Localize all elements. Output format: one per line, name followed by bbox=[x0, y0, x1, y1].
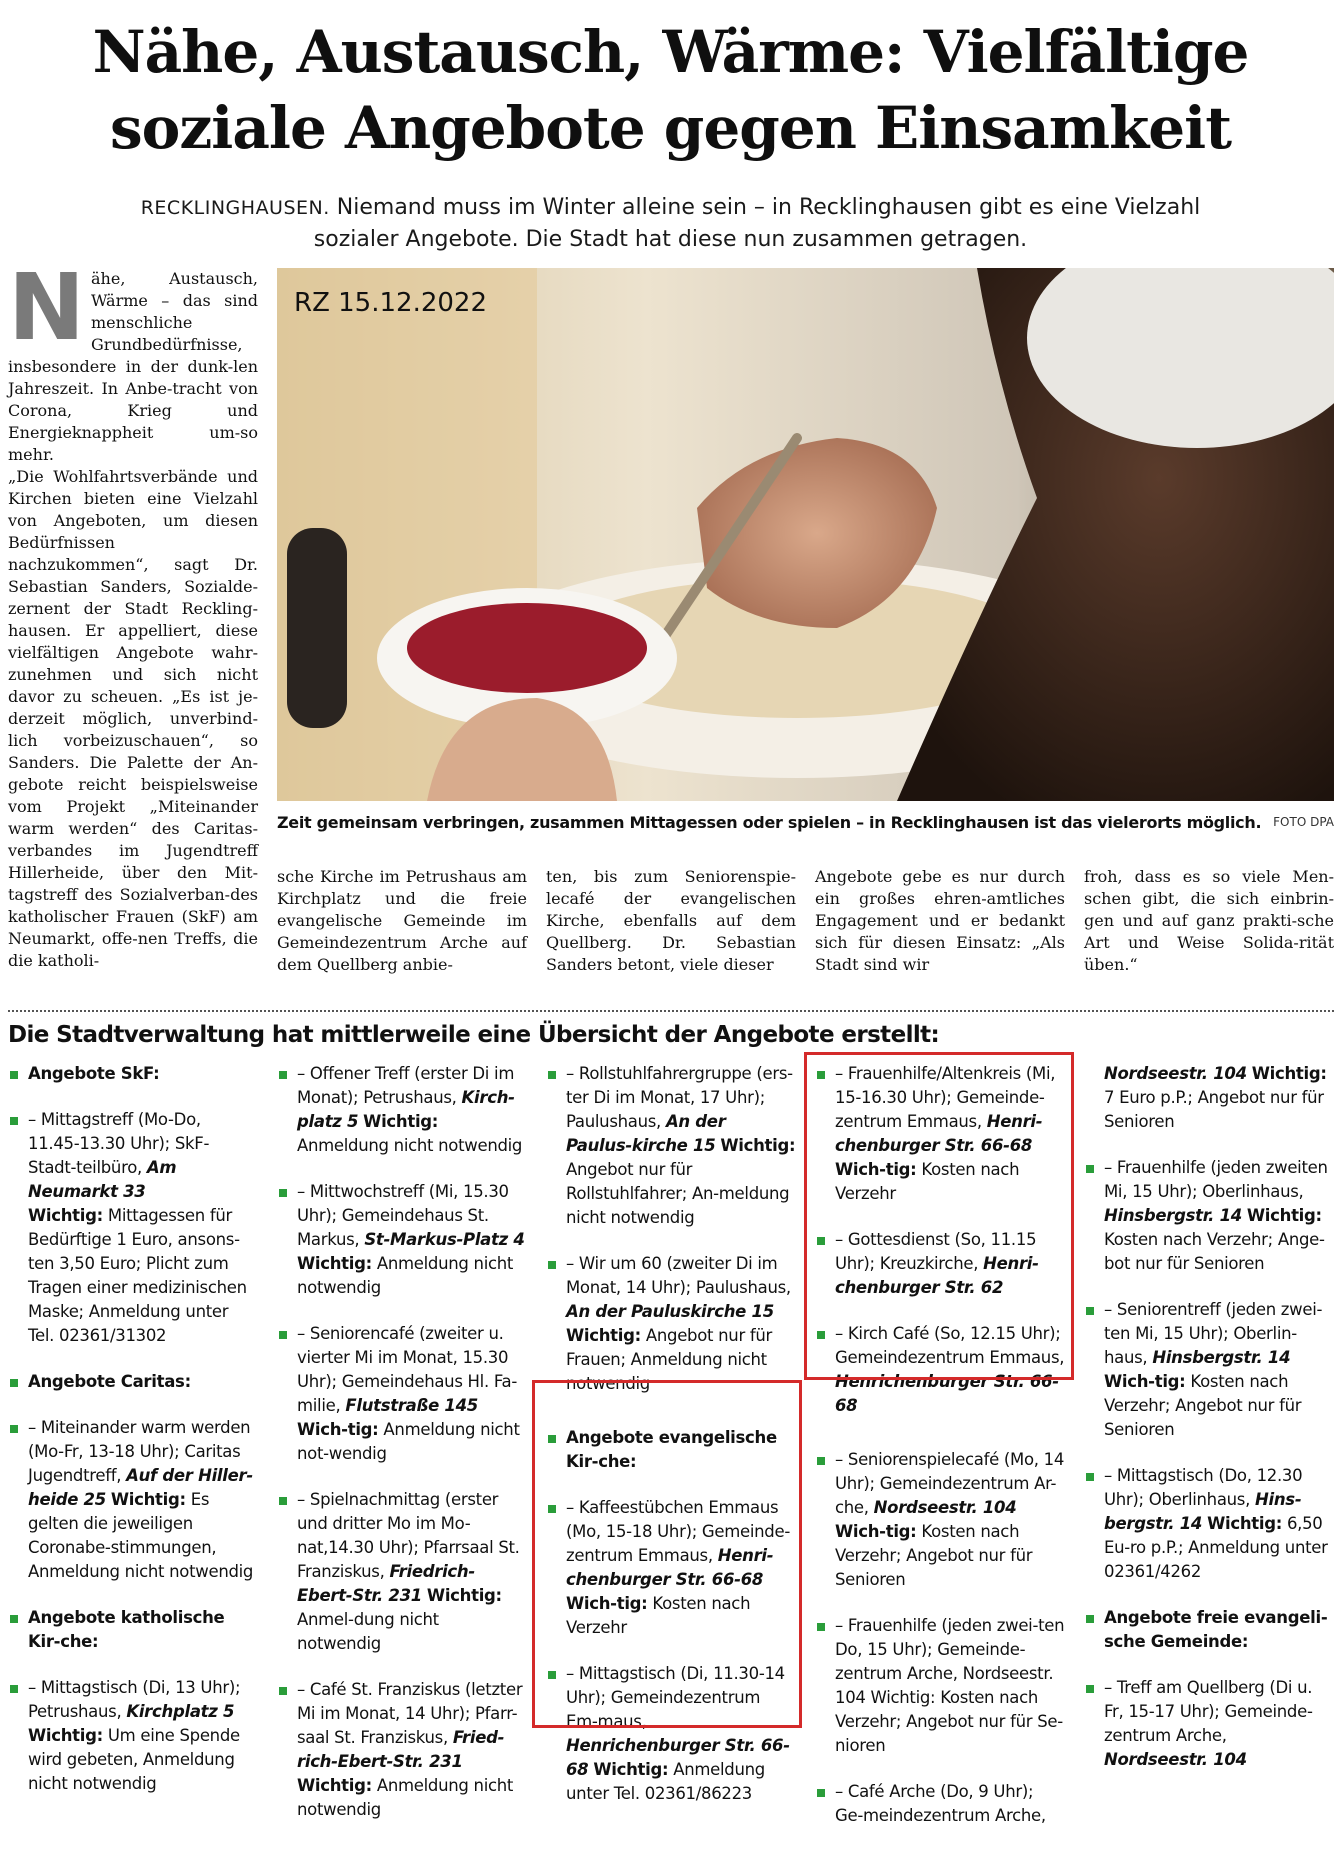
overview-heading-free-church: Angebote freie evangeli-sche Gemeinde: bbox=[1084, 1606, 1334, 1654]
headline bbox=[0, 14, 1341, 166]
overview-item: – Mittagstisch (Do, 12.30 Uhr); Oberlinhaus, Hins-bergstr. 14 Wichtig: 6,50 Eu-ro p.P.; Anmeldung unter 02361/4262 bbox=[1084, 1464, 1334, 1584]
article-column-2: sche Kirche im Petrushaus am Kirchplatz und die freie evangelische Gemeinde im Gemeindezentrum Arche auf dem Quellberg anbie- bbox=[277, 867, 527, 974]
overview-item: – Rollstuhlfahrergruppe (ers-ter Di im Monat, 17 Uhr); Paulushaus, An der Paulus-kirche 15 Wichtig: Angebot nur für Rollstuhlfahrer; An-meldung nicht notwendig bbox=[546, 1062, 796, 1230]
overview-item-continued: Nordseestr. 104 Wichtig: 7 Euro p.P.; Angebot nur für Senioren bbox=[1104, 1064, 1327, 1131]
overview-column-1 bbox=[8, 1062, 256, 1818]
section-divider bbox=[8, 1010, 1334, 1012]
overview-heading-protestant: Angebote evangelische Kir-che: bbox=[546, 1426, 796, 1474]
photo-date-label: RZ 15.12.2022 bbox=[294, 288, 488, 318]
article-photo bbox=[277, 268, 1334, 801]
overview-item: – Frauenhilfe (jeden zweiten Mi, 15 Uhr); Oberlinhaus, Hinsbergstr. 14 Wichtig: Kosten nach Verzehr; Ange-bot nur für Senioren bbox=[1084, 1156, 1334, 1276]
overview-item: – Frauenhilfe (jeden zwei-ten Do, 15 Uhr); Gemeinde-zentrum Arche, Nordseestr. 104 Wichtig: Kosten nach Verzehr; Angebot nur für Se-nioren bbox=[815, 1614, 1065, 1758]
article-column-3: ten, bis zum Seniorenspie-lecafé der evangelischen Kirche, ebenfalls auf dem Quellberg. Dr. Sebastian Sanders betont, viele dieser bbox=[546, 867, 796, 974]
overview-item: – Treff am Quellberg (Di u. Fr, 15-17 Uhr); Gemeinde-zentrum Arche, Nordseestr. 104 bbox=[1084, 1676, 1334, 1772]
lead-text-1: Niemand muss im Winter alleine sein – in Recklinghausen gibt es eine Vielzahl bbox=[329, 195, 1201, 220]
highlight-box-emmaus-1 bbox=[532, 1380, 802, 1728]
lead-paragraph bbox=[60, 192, 1281, 256]
article-column-5: froh, dass es so viele Men-schen gibt, die sich einbrin-gen und auf ganz prakti-sche Art und Weise Solida-rität üben.“ bbox=[1084, 867, 1334, 974]
overview-title: Die Stadtverwaltung hat mittlerweile eine Übersicht der Angebote erstellt: bbox=[8, 1022, 940, 1048]
article-paragraph-1: ähe, Austausch, Wärme – das sind menschliche Grundbedürfnisse, insbesondere in der dunk-len Jahreszeit. In Anbe-tracht von Corona, Krieg und Energieknappheit um-so mehr. bbox=[8, 269, 258, 464]
headline-line-1: Nähe, Austausch, Wärme: Vielfältige bbox=[92, 18, 1249, 86]
dropcap: N bbox=[8, 254, 85, 361]
article-column-4: Angebote gebe es nur durch ein großes ehren-amtliches Engagement und er bedankt sich für diesen Einsatz: „Als Stadt sind wir bbox=[815, 867, 1065, 974]
overview-heading-skf: Angebote SkF: bbox=[8, 1062, 256, 1086]
overview-item: – Spielnachmittag (erster und dritter Mo im Mo-nat,14.30 Uhr); Pfarrsaal St. Franziskus, Friedrich-Ebert-Str. 231 Wichtig: Anmel-dung nicht notwendig bbox=[277, 1488, 527, 1656]
photo-illustration bbox=[277, 268, 1334, 801]
overview-item: – Mittwochstreff (Mi, 15.30 Uhr); Gemeindehaus St. Markus, St-Markus-Platz 4 Wichtig: Anmeldung nicht notwendig bbox=[277, 1180, 527, 1300]
overview-item: – Gottesdienst (So, 11.15 Uhr); Kreuzkirche, Henri-chenburger Str. 62 bbox=[815, 1228, 1065, 1300]
lead-location: RECKLINGHAUSEN. bbox=[140, 197, 330, 219]
lead-text-2: sozialer Angebote. Die Stadt hat diese nun zusammen getragen. bbox=[313, 227, 1028, 252]
overview-item: – Mittagstreff (Mo-Do, 11.45-13.30 Uhr); SkF-Stadt-teilbüro, Am Neumarkt 33 Wichtig: Mittagessen für Bedürftige 1 Euro, ansons-ten 3,50 Euro; Plicht zum Tragen einer medizinischen Maske; Anmeldung unter Tel. 02361/31302 bbox=[8, 1108, 256, 1348]
overview-heading-caritas: Angebote Caritas: bbox=[8, 1370, 256, 1394]
overview-item: – Seniorenspielecafé (Mo, 14 Uhr); Gemeindezentrum Ar-che, Nordseestr. 104 Wich-tig: Kosten nach Verzehr; Angebot nur für Senioren bbox=[815, 1448, 1065, 1592]
overview-item: – Kirch Café (So, 12.15 Uhr); Gemeindezentrum Emmaus, Henrichenburger Str. 66-68 bbox=[815, 1322, 1065, 1418]
overview-item: – Seniorentreff (jeden zwei-ten Mi, 15 Uhr); Oberlin-haus, Hinsbergstr. 14 Wich-tig: Kosten nach Verzehr; Angebot nur für Senioren bbox=[1084, 1298, 1334, 1442]
headline-line-2: soziale Angebote gegen Einsamkeit bbox=[110, 94, 1231, 162]
overview-item: – Café St. Franziskus (letzter Mi im Monat, 14 Uhr); Pfarr-saal St. Franziskus, Fried-rich-Ebert-Str. 231 Wichtig: Anmeldung nicht notwendig bbox=[277, 1678, 527, 1822]
overview-heading-catholic: Angebote katholische Kir-che: bbox=[8, 1606, 256, 1654]
overview-item: – Mittagstisch (Di, 13 Uhr); Petrushaus, Kirchplatz 5 Wichtig: Um eine Spende wird gebeten, Anmeldung nicht notwendig bbox=[8, 1676, 256, 1796]
overview-column-5 bbox=[1084, 1062, 1334, 1794]
overview-item: – Frauenhilfe/Altenkreis (Mi, 15-16.30 Uhr); Gemeinde-zentrum Emmaus, Henri-chenburger Str. 66-68 Wich-tig: Kosten nach Verzehr bbox=[815, 1062, 1065, 1206]
photo-caption: Zeit gemeinsam verbringen, zusammen Mittagessen oder spielen – in Recklinghausen ist das vielerorts möglich. bbox=[277, 813, 1262, 832]
overview-item: – Offener Treff (erster Di im Monat); Petrushaus, Kirch-platz 5 Wichtig: Anmeldung nicht notwendig bbox=[277, 1062, 527, 1158]
overview-item: – Kaffeestübchen Emmaus (Mo, 15-18 Uhr); Gemeinde-zentrum Emmaus, Henri-chenburger Str. 66-68 Wich-tig: Kosten nach Verzehr bbox=[546, 1496, 796, 1640]
overview-column-2 bbox=[277, 1062, 527, 1844]
overview-item: – Miteinander warm werden (Mo-Fr, 13-18 Uhr); Caritas Jugendtreff, Auf der Hiller-heide 25 Wichtig: Es gelten die jeweiligen Coronabe-stimmungen, Anmeldung nicht notwendig bbox=[8, 1416, 256, 1584]
article-paragraph-2: „Die Wohlfahrtsverbände und Kirchen bieten eine Vielzahl von Angeboten, um diesen Bedürfnissen nachzukommen“, sagt Dr. Sebastian Sanders, Sozialde-zernent der Stadt Reckling-hausen. Er appelliert, diese vielfältigen Angebote wahr-zunehmen und sich nicht davor zu scheuen. „Es ist je-derzeit möglich, unverbind-lich vorbeizuschauen“, so Sanders. Die Palette der An-gebote reicht beispielsweise vom Projekt „Miteinander warm werden“ des Caritas-verbandes im Jugendtreff Hillerheide, über den Mit-tagstreff des Sozialverban-des katholischer Frauen (SkF) am Neumarkt, offe-nen Treffs, die die katholi- bbox=[8, 467, 258, 970]
overview-item: – Wir um 60 (zweiter Di im Monat, 14 Uhr); Paulushaus, An der Pauluskirche 15 Wichtig: Angebot nur für Frauen; Anmeldung nicht notwendig bbox=[546, 1252, 796, 1396]
highlight-box-emmaus-2 bbox=[804, 1052, 1074, 1380]
photo-credit: FOTO DPA bbox=[1273, 815, 1334, 829]
overview-item: – Seniorencafé (zweiter u. vierter Mi im Monat, 15.30 Uhr); Gemeindehaus Hl. Fa-milie, Flutstraße 145 Wich-tig: Anmeldung nicht not-wendig bbox=[277, 1322, 527, 1466]
overview-item: – Mittagstisch (Di, 11.30-14 Uhr); Gemeindezentrum Em-maus, Henrichenburger Str. 66-68 Wichtig: Anmeldung unter Tel. 02361/86223 bbox=[546, 1662, 796, 1806]
overview-item: – Café Arche (Do, 9 Uhr); Ge-meindezentrum Arche, bbox=[815, 1780, 1065, 1828]
article-column-1 bbox=[8, 254, 258, 972]
